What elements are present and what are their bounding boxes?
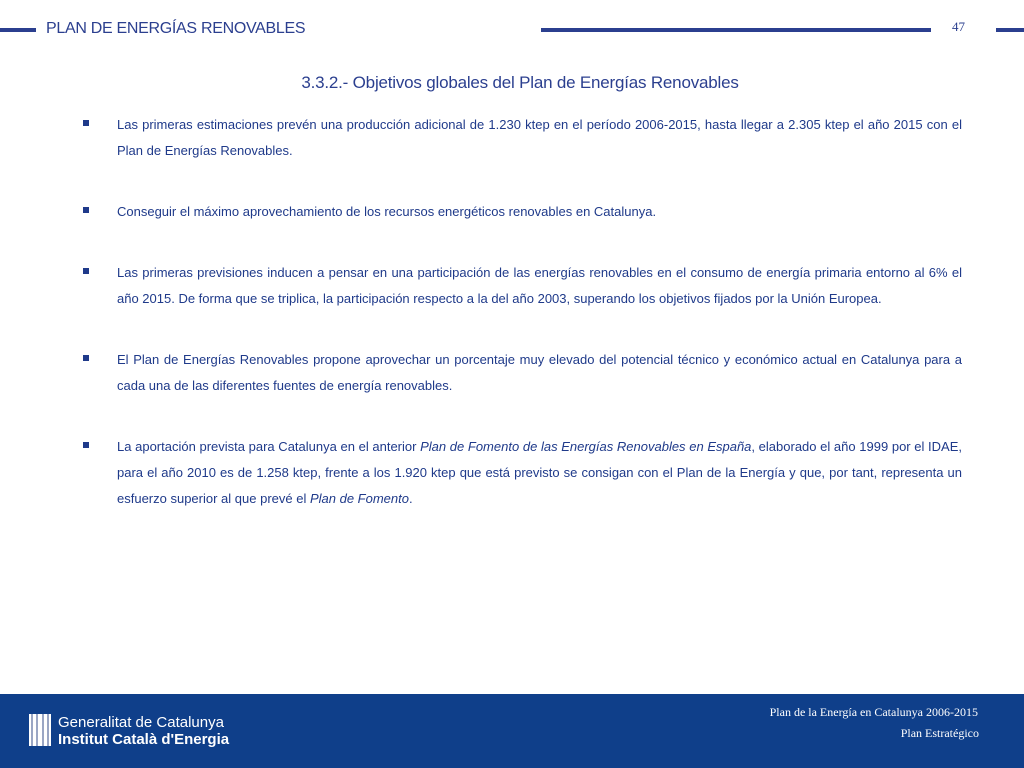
header-title: PLAN DE ENERGÍAS RENOVABLES bbox=[46, 20, 306, 37]
header-rule-middle bbox=[541, 28, 931, 32]
bullet-text-segment: La aportación prevista para Catalunya en el anterior bbox=[117, 439, 421, 454]
section-title: 3.3.2.- Objetivos globales del Plan de Energías Renovables bbox=[301, 73, 739, 92]
bullet-item bbox=[80, 434, 962, 512]
bullet-text: Las primeras estimaciones prevén una producción adicional de 1.230 ktep en el período 2006-2015, hasta llegar a 2.305 ktep el año 2015 con el Plan de Energías Renovables. bbox=[117, 117, 962, 158]
bullet-text: Conseguir el máximo aprovechamiento de los recursos energéticos renovables en Catalunya. bbox=[117, 204, 657, 219]
bullet-text: El Plan de Energías Renovables propone aprovechar un porcentaje muy elevado del potencial técnico y económico actual en Catalunya para a cada una de las diferentes fuentes de energía renovables. bbox=[117, 352, 962, 393]
footer-institute-name: Institut Català d'Energia bbox=[58, 731, 230, 748]
bullet-item bbox=[80, 347, 962, 399]
bullet-text-italic: Plan de Fomento bbox=[309, 491, 409, 506]
footer-org-name: Generalitat de Catalunya bbox=[58, 714, 224, 731]
bullet-square-icon bbox=[83, 442, 89, 448]
bullet-text-segment: , elaborado el año 1999 por el IDAE, para el año 2010 es de 1.258 ktep, frente a los 1.920 ktep que está previsto se consigan con el Plan de la Energía y que, por tant, representa un esfuerzo superior al que prevé el bbox=[117, 439, 963, 506]
bullet-item bbox=[80, 199, 962, 225]
bullet-text: Las primeras previsiones inducen a pensar en una participación de las energías renovables en el consumo de energía primaria entorno al 6% el año 2015. De forma que se triplica, la participación respecto a la del año 2003, superando los objetivos fijados por la Unión Europea. bbox=[117, 265, 962, 306]
bullet-item bbox=[80, 260, 962, 312]
bullet-square-icon bbox=[83, 268, 89, 274]
header-rule-left bbox=[0, 28, 36, 32]
bullet-square-icon bbox=[83, 355, 89, 361]
bullet-list bbox=[80, 112, 962, 512]
bullet-square-icon bbox=[83, 120, 89, 126]
footer-plan-title: Plan de la Energía en Catalunya 2006-2015 bbox=[769, 705, 978, 719]
header-rule-right bbox=[996, 28, 1024, 32]
page-number: 47 bbox=[952, 19, 965, 34]
footer-bar bbox=[0, 694, 1024, 768]
bullet-square-icon bbox=[83, 207, 89, 213]
generalitat-logo-icon bbox=[29, 714, 51, 746]
bullet-item bbox=[80, 112, 962, 164]
footer-plan-subtitle: Plan Estratégico bbox=[900, 726, 979, 740]
bullet-text-italic: Plan de Fomento de las Energías Renovables en España bbox=[420, 439, 752, 454]
bullet-text-segment: . bbox=[408, 491, 413, 506]
